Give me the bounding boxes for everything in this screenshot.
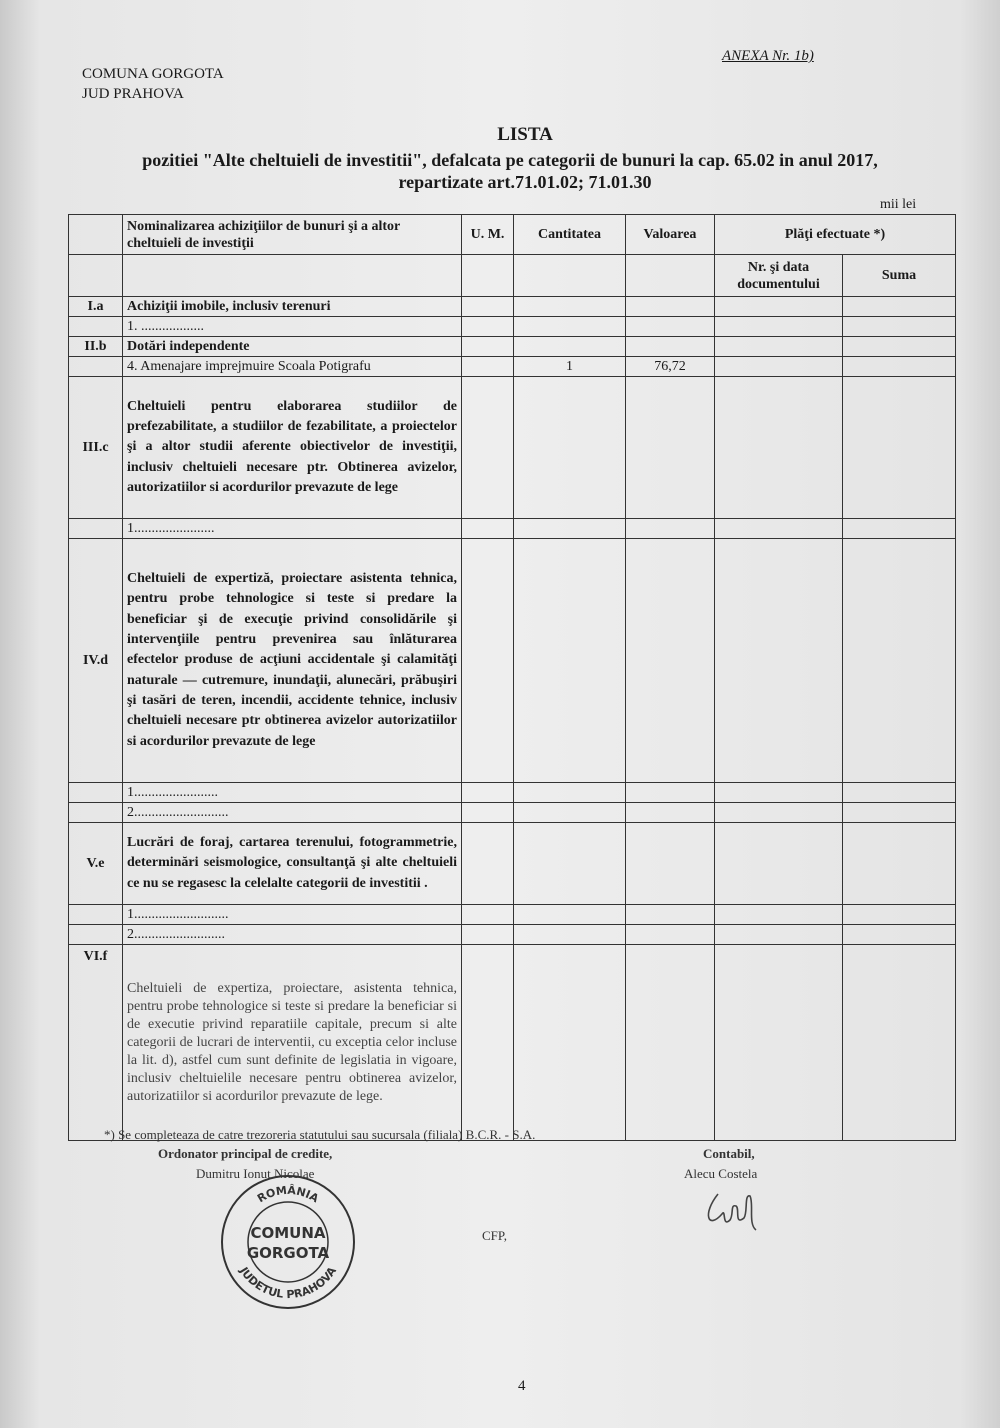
- stamp-top-text: ROMÂNIA: [255, 1183, 321, 1206]
- table-row: [69, 519, 956, 539]
- stamp-center-line1: COMUNA: [250, 1224, 326, 1242]
- table-row: [69, 337, 956, 357]
- table-header-row: [69, 215, 956, 255]
- row-item: 1.......................: [123, 519, 462, 539]
- page-number: 4: [518, 1378, 526, 1394]
- header-code-cell: [69, 215, 123, 255]
- table-row: [69, 925, 956, 945]
- table-row: [69, 317, 956, 337]
- ordonator-title: Ordonator principal de credite,: [158, 1146, 333, 1161]
- row-description: Cheltuieli pentru elaborarea studiilor de prefezabilitate, a studiilor de fezabilitate, a proiectelor şi a altor studii aferente obiectivelor de investiţii, inclusiv cheltuieli necesare ptr. Obtinerea avizelor, autorizatiilor si acordurilor prevazute de lege: [123, 377, 462, 519]
- row-item: 4. Amenajare imprejmuire Scoala Potigrafu: [123, 357, 462, 377]
- ordonator-name: Dumitru Ionut Nicolae: [196, 1166, 315, 1181]
- row-description: Dotări independente: [123, 337, 462, 357]
- row-item: 2..........................: [123, 925, 462, 945]
- table-row: [69, 905, 956, 925]
- header-sum: Suma: [843, 255, 956, 297]
- doc-subtitle-line2: repartizate art.71.01.02; 71.01.30: [398, 172, 652, 192]
- official-stamp: [218, 1172, 358, 1312]
- org-county: JUD PRAHOVA: [82, 86, 184, 102]
- row-description: Lucrări de foraj, cartarea terenului, fotogrammetrie, determinări seismologice, consultanţă şi alte cheltuieli ce nu se regasesc la celelalte categorii de investitii .: [123, 823, 462, 905]
- table-row: [69, 377, 956, 519]
- cfp-label: CFP,: [482, 1228, 507, 1243]
- header-um: U. M.: [462, 215, 514, 255]
- contabil-name: Alecu Costela: [684, 1166, 758, 1181]
- stamp-bottom-text: JUDETUL PRAHOVA: [237, 1264, 339, 1302]
- row-item: 1........................: [123, 783, 462, 803]
- row-item: 1. ..................: [123, 317, 462, 337]
- table-row: [69, 357, 956, 377]
- doc-subtitle-line1: pozitiei "Alte cheltuieli de investitii", defalcata pe categorii de bunuri la cap. 65.02 in anul 2017,: [142, 150, 878, 170]
- row-description: Cheltuieli de expertiza, proiectare, asistenta tehnica, pentru probe tehnologice si teste si predare la beneficiar si de executie privind reparatiile capitale, precum si alte categorii de lucrari de interventii, cu exceptia celor incluse la lit. d), astfel cum sunt definite de legislatia in vigoare, inclusiv cheltuielile necesare pentru obtinerea avizelor, autorizatiilor si acordurilor prevazute de lege.: [123, 945, 462, 1141]
- table-row: [69, 823, 956, 905]
- row-code: V.e: [69, 823, 123, 905]
- org-name: COMUNA GORGOTA: [82, 66, 224, 82]
- footnote: *) Se completeaza de catre trezoreria statutului sau sucursala (filiala) B.C.R. - S.A.: [104, 1127, 536, 1142]
- table-row: [69, 297, 956, 317]
- row-code: II.b: [69, 337, 123, 357]
- header-qty: Cantitatea: [514, 215, 626, 255]
- contabil-title: Contabil,: [703, 1146, 755, 1161]
- table-row: [69, 803, 956, 823]
- header-nominal: Nominalizarea achiziţiilor de bunuri şi a altor cheltuieli de investiţii: [123, 215, 462, 255]
- header-value: Valoarea: [626, 215, 715, 255]
- table-row: [69, 783, 956, 803]
- row-code: IV.d: [69, 539, 123, 783]
- doc-title: LISTA: [497, 124, 553, 145]
- header-payments: Plăţi efectuate *): [715, 215, 956, 255]
- row-description: Achiziţii imobile, inclusiv terenuri: [123, 297, 462, 317]
- table-subheader-row: [69, 255, 956, 297]
- table-row: [69, 539, 956, 783]
- stamp-center-line2: GORGOTA: [246, 1244, 330, 1262]
- row-code: III.c: [69, 377, 123, 519]
- row-qty: 1: [514, 357, 626, 377]
- row-code: VI.f: [69, 945, 123, 1141]
- investment-table: [68, 214, 956, 1141]
- signature-icon: [700, 1184, 770, 1234]
- row-value: 76,72: [626, 357, 715, 377]
- table-row: [69, 945, 956, 1141]
- row-code: I.a: [69, 297, 123, 317]
- unit-label: mii lei: [880, 197, 917, 212]
- header-doc: Nr. şi data documentului: [715, 255, 843, 297]
- annex-label: ANEXA Nr. 1b): [722, 48, 814, 64]
- row-item: 2...........................: [123, 803, 462, 823]
- row-description: Cheltuieli de expertiză, proiectare asistenta tehnica, pentru probe tehnologice si teste si predare la beneficiar şi de execuţie privind consolidările şi intervenţiile pentru prevenirea sau înlăturarea efectelor produse de acţiuni accidentale şi calamităţi naturale — cutremure, inundaţii, alunecări, prăbuşiri şi tasări de teren, incendii, accidente tehnice, inclusiv cheltuieli necesare ptr obtinerea avizelor autorizatiilor si acordurilor prevazute de lege: [123, 539, 462, 783]
- row-item: 1...........................: [123, 905, 462, 925]
